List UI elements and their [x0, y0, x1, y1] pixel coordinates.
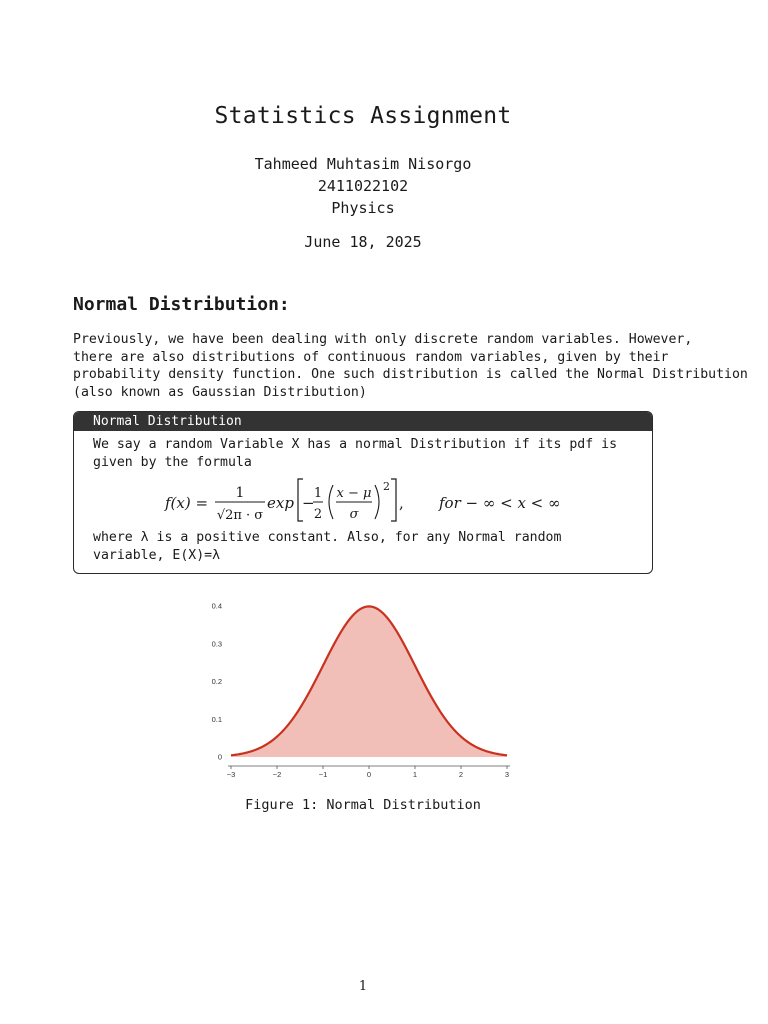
x-tick-label: −1 [318, 770, 328, 779]
formula-exp: exp [267, 494, 294, 512]
definition-line: where λ is a positive constant. Also, for any Normal random [93, 530, 562, 545]
right-bracket [391, 479, 396, 521]
author-name: Tahmeed Muhtasim Nisorgo [254, 155, 472, 173]
paragraph-line: (also known as Gaussian Distribution) [73, 384, 367, 400]
definition-box [73, 411, 653, 574]
pdf-area-fill [231, 606, 507, 757]
formula-comma: , [399, 494, 404, 512]
document-date: June 18, 2025 [304, 233, 422, 251]
x-tick-label: 2 [458, 770, 464, 779]
formula-lhs: f(x) = [165, 494, 209, 512]
definition-box-header: Normal Distribution [74, 412, 652, 431]
formula-frac-num: 1 [235, 485, 245, 501]
figure-caption: Figure 1: Normal Distribution [245, 797, 481, 813]
paragraph-line: Previously, we have been dealing with only discrete random variables. However, [73, 332, 693, 347]
definition-line: given by the formula [93, 455, 252, 470]
x-tick-label: 3 [504, 770, 510, 779]
intro-paragraph [73, 331, 763, 401]
normal-distribution-chart [200, 596, 520, 784]
formula-domain: for − ∞ < x < ∞ [439, 494, 561, 512]
document-title: Statistics Assignment [214, 103, 512, 129]
formula-half-num: 1 [313, 486, 323, 501]
paragraph-line: there are also distributions of continuous random variables, given by their [73, 349, 669, 365]
x-tick-label: 1 [412, 770, 418, 779]
y-tick-label: 0.1 [211, 714, 222, 724]
definition-line: variable, E(X)=λ [93, 548, 221, 563]
x-tick-label: 0 [366, 770, 372, 779]
right-paren [375, 485, 379, 519]
y-tick-label: 0.2 [211, 677, 222, 686]
formula-minus: − [302, 494, 315, 512]
department: Physics [331, 199, 395, 217]
formula-power: 2 [383, 480, 390, 493]
y-tick-label: 0 [217, 752, 222, 762]
page-number: 1 [358, 979, 368, 994]
definition-line: We say a random Variable X has a normal Distribution if its pdf is [93, 437, 618, 452]
y-tick-label: 0.3 [211, 639, 222, 649]
formula-frac-den: √2π · σ [216, 508, 264, 523]
formula-half-den: 2 [313, 507, 323, 522]
section-heading: Normal Distribution: [73, 294, 290, 315]
left-paren [329, 485, 333, 519]
pdf-formula [74, 475, 652, 525]
x-tick-label: −2 [272, 770, 282, 779]
y-tick-label: 0.4 [211, 601, 222, 611]
paragraph-line: probability density function. One such distribution is called the Normal Distribution [73, 367, 748, 383]
formula-inner-den: σ [349, 507, 359, 522]
student-id: 2411022102 [317, 177, 409, 195]
formula-inner-num: x − μ [336, 486, 372, 501]
x-tick-label: −3 [226, 770, 236, 779]
